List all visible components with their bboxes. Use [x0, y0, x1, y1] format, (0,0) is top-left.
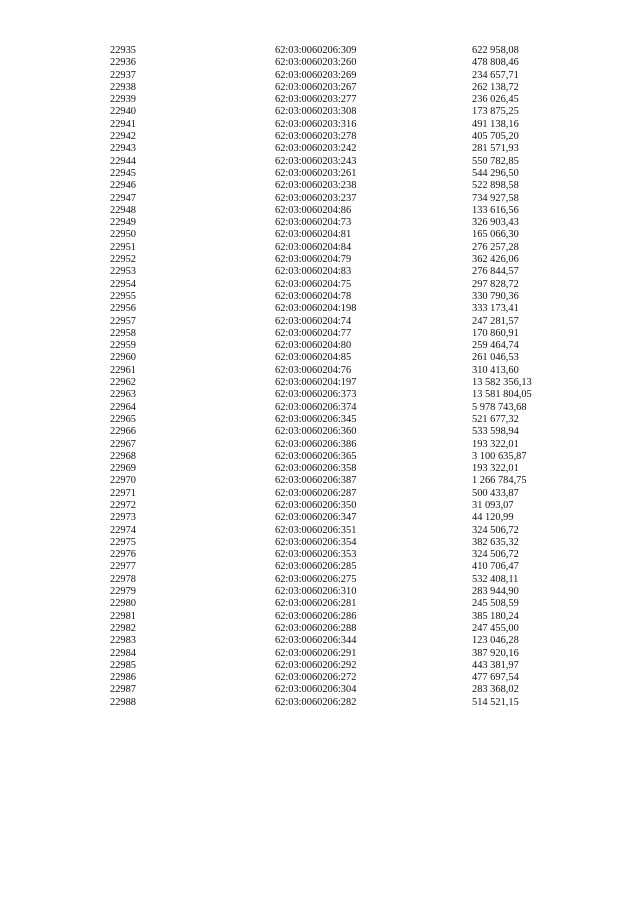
- table-row: [110, 635, 580, 647]
- cadastral-number-cell: 62:03:0060206:286: [275, 610, 357, 622]
- table-row: [110, 168, 580, 180]
- table-row: [110, 180, 580, 192]
- table-row: [110, 512, 580, 524]
- value-cell: 3 100 635,87: [472, 450, 527, 462]
- table-row: [110, 340, 580, 352]
- value-cell: 544 296,50: [472, 167, 519, 179]
- value-cell: 477 697,54: [472, 672, 519, 684]
- table-row: [110, 389, 580, 401]
- cadastral-number-cell: 62:03:0060206:304: [275, 684, 357, 696]
- cadastral-number-cell: 62:03:0060206:281: [275, 598, 357, 610]
- value-cell: 550 782,85: [472, 155, 519, 167]
- row-number-cell: 22979: [110, 586, 136, 598]
- value-cell: 491 138,16: [472, 118, 519, 130]
- table-row: [110, 45, 580, 57]
- row-number-cell: 22939: [110, 94, 136, 106]
- value-cell: 283 944,90: [472, 586, 519, 598]
- cadastral-number-cell: 62:03:0060203:242: [275, 143, 357, 155]
- table-row: [110, 475, 580, 487]
- cadastral-number-cell: 62:03:0060203:243: [275, 155, 357, 167]
- row-number-cell: 22978: [110, 573, 136, 585]
- table-row: [110, 463, 580, 475]
- value-cell: 13 582 356,13: [472, 377, 532, 389]
- table-row: [110, 402, 580, 414]
- value-cell: 133 616,56: [472, 204, 519, 216]
- cadastral-number-cell: 62:03:0060203:277: [275, 94, 357, 106]
- value-cell: 310 413,60: [472, 364, 519, 376]
- cadastral-number-cell: 62:03:0060203:267: [275, 81, 357, 93]
- value-cell: 170 860,91: [472, 327, 519, 339]
- table-row: [110, 70, 580, 82]
- table-row: [110, 414, 580, 426]
- cadastral-number-cell: 62:03:0060206:387: [275, 475, 357, 487]
- cadastral-number-cell: 62:03:0060206:272: [275, 672, 357, 684]
- value-cell: 276 257,28: [472, 241, 519, 253]
- table-row: [110, 266, 580, 278]
- value-cell: 410 706,47: [472, 561, 519, 573]
- table-row: [110, 377, 580, 389]
- value-cell: 443 381,97: [472, 659, 519, 671]
- table-row: [110, 57, 580, 69]
- table-row: [110, 525, 580, 537]
- table-row: [110, 242, 580, 254]
- row-number-cell: 22966: [110, 426, 136, 438]
- row-number-cell: 22973: [110, 512, 136, 524]
- cadastral-number-cell: 62:03:0060204:83: [275, 266, 352, 278]
- row-number-cell: 22974: [110, 524, 136, 536]
- value-cell: 276 844,57: [472, 266, 519, 278]
- table-row: [110, 451, 580, 463]
- cadastral-number-cell: 62:03:0060206:360: [275, 426, 357, 438]
- table-row: [110, 119, 580, 131]
- cadastral-number-cell: 62:03:0060204:77: [275, 327, 352, 339]
- value-cell: 247 281,57: [472, 315, 519, 327]
- value-cell: 622 958,08: [472, 45, 519, 56]
- cadastral-number-cell: 62:03:0060204:81: [275, 229, 352, 241]
- value-cell: 44 120,99: [472, 512, 514, 524]
- cadastral-number-cell: 62:03:0060206:275: [275, 573, 357, 585]
- row-number-cell: 22962: [110, 377, 136, 389]
- table-row: [110, 365, 580, 377]
- value-cell: 514 521,15: [472, 696, 519, 708]
- cadastral-number-cell: 62:03:0060206:292: [275, 659, 357, 671]
- value-cell: 362 426,06: [472, 254, 519, 266]
- row-number-cell: 22985: [110, 659, 136, 671]
- row-number-cell: 22953: [110, 266, 136, 278]
- cadastral-number-cell: 62:03:0060206:291: [275, 647, 357, 659]
- cadastral-number-cell: 62:03:0060206:351: [275, 524, 357, 536]
- cadastral-number-cell: 62:03:0060204:84: [275, 241, 352, 253]
- table-row: [110, 106, 580, 118]
- row-number-cell: 22965: [110, 413, 136, 425]
- row-number-cell: 22942: [110, 131, 136, 143]
- value-cell: 123 046,28: [472, 635, 519, 647]
- cadastral-number-cell: 62:03:0060204:78: [275, 290, 352, 302]
- table-row: [110, 328, 580, 340]
- value-cell: 521 677,32: [472, 413, 519, 425]
- table-row: [110, 193, 580, 205]
- row-number-cell: 22988: [110, 696, 136, 708]
- cadastral-number-cell: 62:03:0060204:76: [275, 364, 352, 376]
- cadastral-number-cell: 62:03:0060206:353: [275, 549, 357, 561]
- cadastral-number-cell: 62:03:0060206:287: [275, 487, 357, 499]
- value-cell: 245 508,59: [472, 598, 519, 610]
- row-number-cell: 22977: [110, 561, 136, 573]
- value-cell: 5 978 743,68: [472, 401, 527, 413]
- cadastral-number-cell: 62:03:0060204:198: [275, 303, 357, 315]
- table-row: [110, 205, 580, 217]
- row-number-cell: 22946: [110, 180, 136, 192]
- cadastral-number-cell: 62:03:0060206:374: [275, 401, 357, 413]
- cadastral-number-cell: 62:03:0060203:278: [275, 131, 357, 143]
- row-number-cell: 22954: [110, 278, 136, 290]
- table-row: [110, 254, 580, 266]
- cadastral-number-cell: 62:03:0060206:310: [275, 586, 357, 598]
- value-cell: 500 433,87: [472, 487, 519, 499]
- value-cell: 259 464,74: [472, 340, 519, 352]
- cadastral-number-cell: 62:03:0060203:269: [275, 69, 357, 81]
- row-number-cell: 22976: [110, 549, 136, 561]
- value-cell: 262 138,72: [472, 81, 519, 93]
- table-row: [110, 291, 580, 303]
- table-row: [110, 352, 580, 364]
- value-cell: 261 046,53: [472, 352, 519, 364]
- row-number-cell: 22981: [110, 610, 136, 622]
- row-number-cell: 22987: [110, 684, 136, 696]
- row-number-cell: 22961: [110, 364, 136, 376]
- row-number-cell: 22936: [110, 57, 136, 69]
- value-cell: 324 506,72: [472, 549, 519, 561]
- table-row: [110, 586, 580, 598]
- value-cell: 283 368,02: [472, 684, 519, 696]
- table-row: [110, 316, 580, 328]
- table-row: [110, 131, 580, 143]
- row-number-cell: 22938: [110, 81, 136, 93]
- cadastral-number-cell: 62:03:0060204:75: [275, 278, 352, 290]
- table-row: [110, 561, 580, 573]
- table-row: [110, 684, 580, 696]
- value-cell: 13 581 804,05: [472, 389, 532, 401]
- value-cell: 532 408,11: [472, 573, 519, 585]
- value-cell: 165 066,30: [472, 229, 519, 241]
- row-number-cell: 22983: [110, 635, 136, 647]
- row-number-cell: 22960: [110, 352, 136, 364]
- table-row: [110, 648, 580, 660]
- table-row: [110, 143, 580, 155]
- cadastral-number-cell: 62:03:0060204:74: [275, 315, 352, 327]
- table-row: [110, 229, 580, 241]
- cadastral-number-cell: 62:03:0060206:386: [275, 438, 357, 450]
- table-row: [110, 549, 580, 561]
- row-number-cell: 22967: [110, 438, 136, 450]
- cadastral-number-cell: 62:03:0060206:373: [275, 389, 357, 401]
- value-cell: 234 657,71: [472, 69, 519, 81]
- table-row: [110, 660, 580, 672]
- row-number-cell: 22941: [110, 118, 136, 130]
- value-cell: 324 506,72: [472, 524, 519, 536]
- row-number-cell: 22971: [110, 487, 136, 499]
- table-row: [110, 500, 580, 512]
- row-number-cell: 22968: [110, 450, 136, 462]
- cadastral-number-cell: 62:03:0060206:347: [275, 512, 357, 524]
- row-number-cell: 22949: [110, 217, 136, 229]
- cadastral-number-cell: 62:03:0060204:73: [275, 217, 352, 229]
- row-number-cell: 22948: [110, 204, 136, 216]
- cadastral-number-cell: 62:03:0060203:261: [275, 167, 357, 179]
- value-cell: 387 920,16: [472, 647, 519, 659]
- cadastral-number-cell: 62:03:0060206:282: [275, 696, 357, 708]
- registry-table: [110, 45, 580, 709]
- value-cell: 297 828,72: [472, 278, 519, 290]
- row-number-cell: 22958: [110, 327, 136, 339]
- row-number-cell: 22952: [110, 254, 136, 266]
- value-cell: 533 598,94: [472, 426, 519, 438]
- value-cell: 247 455,00: [472, 622, 519, 634]
- cadastral-number-cell: 62:03:0060203:237: [275, 192, 357, 204]
- table-row: [110, 574, 580, 586]
- cadastral-number-cell: 62:03:0060206:345: [275, 413, 357, 425]
- cadastral-number-cell: 62:03:0060203:316: [275, 118, 357, 130]
- cadastral-number-cell: 62:03:0060206:350: [275, 499, 357, 511]
- row-number-cell: 22955: [110, 290, 136, 302]
- row-number-cell: 22959: [110, 340, 136, 352]
- value-cell: 333 173,41: [472, 303, 519, 315]
- cadastral-number-cell: 62:03:0060204:79: [275, 254, 352, 266]
- table-row: [110, 697, 580, 709]
- row-number-cell: 22935: [110, 45, 136, 56]
- row-number-cell: 22944: [110, 155, 136, 167]
- value-cell: 326 903,43: [472, 217, 519, 229]
- cadastral-number-cell: 62:03:0060206:354: [275, 536, 357, 548]
- table-row: [110, 598, 580, 610]
- row-number-cell: 22964: [110, 401, 136, 413]
- row-number-cell: 22943: [110, 143, 136, 155]
- table-row: [110, 82, 580, 94]
- row-number-cell: 22980: [110, 598, 136, 610]
- value-cell: 478 808,46: [472, 57, 519, 69]
- value-cell: 193 322,01: [472, 463, 519, 475]
- cadastral-number-cell: 62:03:0060206:365: [275, 450, 357, 462]
- cadastral-number-cell: 62:03:0060203:238: [275, 180, 357, 192]
- table-row: [110, 94, 580, 106]
- cadastral-number-cell: 62:03:0060204:197: [275, 377, 357, 389]
- row-number-cell: 22937: [110, 69, 136, 81]
- row-number-cell: 22950: [110, 229, 136, 241]
- table-row: [110, 672, 580, 684]
- value-cell: 281 571,93: [472, 143, 519, 155]
- cadastral-number-cell: 62:03:0060203:260: [275, 57, 357, 69]
- cadastral-number-cell: 62:03:0060206:358: [275, 463, 357, 475]
- row-number-cell: 22951: [110, 241, 136, 253]
- row-number-cell: 22972: [110, 499, 136, 511]
- row-number-cell: 22947: [110, 192, 136, 204]
- row-number-cell: 22957: [110, 315, 136, 327]
- value-cell: 385 180,24: [472, 610, 519, 622]
- cadastral-number-cell: 62:03:0060206:344: [275, 635, 357, 647]
- row-number-cell: 22975: [110, 536, 136, 548]
- row-number-cell: 22945: [110, 167, 136, 179]
- table-row: [110, 488, 580, 500]
- value-cell: 173 875,25: [472, 106, 519, 118]
- table-row: [110, 439, 580, 451]
- value-cell: 1 266 784,75: [472, 475, 527, 487]
- table-row: [110, 303, 580, 315]
- cadastral-number-cell: 62:03:0060206:285: [275, 561, 357, 573]
- cadastral-number-cell: 62:03:0060206:288: [275, 622, 357, 634]
- value-cell: 522 898,58: [472, 180, 519, 192]
- row-number-cell: 22963: [110, 389, 136, 401]
- value-cell: 382 635,32: [472, 536, 519, 548]
- row-number-cell: 22969: [110, 463, 136, 475]
- row-number-cell: 22956: [110, 303, 136, 315]
- row-number-cell: 22982: [110, 622, 136, 634]
- value-cell: 405 705,20: [472, 131, 519, 143]
- cadastral-number-cell: 62:03:0060204:86: [275, 204, 352, 216]
- value-cell: 734 927,58: [472, 192, 519, 204]
- row-number-cell: 22970: [110, 475, 136, 487]
- table-row: [110, 611, 580, 623]
- table-row: [110, 279, 580, 291]
- cadastral-number-cell: 62:03:0060203:308: [275, 106, 357, 118]
- cadastral-number-cell: 62:03:0060204:85: [275, 352, 352, 364]
- value-cell: 31 093,07: [472, 499, 514, 511]
- value-cell: 193 322,01: [472, 438, 519, 450]
- value-cell: 236 026,45: [472, 94, 519, 106]
- row-number-cell: 22984: [110, 647, 136, 659]
- table-row: [110, 217, 580, 229]
- registry-table-body: [110, 45, 580, 709]
- cadastral-number-cell: 62:03:0060206:309: [275, 45, 357, 56]
- table-row: [110, 537, 580, 549]
- value-cell: 330 790,36: [472, 290, 519, 302]
- row-number-cell: 22986: [110, 672, 136, 684]
- cadastral-number-cell: 62:03:0060204:80: [275, 340, 352, 352]
- table-row: [110, 623, 580, 635]
- table-row: [110, 426, 580, 438]
- table-row: [110, 156, 580, 168]
- row-number-cell: 22940: [110, 106, 136, 118]
